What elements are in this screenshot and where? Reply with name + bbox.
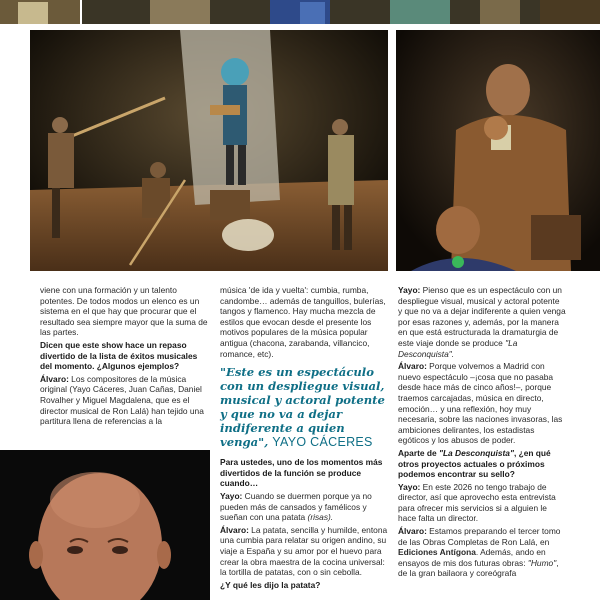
answer-text: Estamos preparando el tercer tomo de las Obras Completas de Ron Lalá, en: [398, 526, 561, 547]
pull-quote-text: "Este es un espectáculo con un despliegue visual, musical y actoral potente y que no va a dejar indiferente a quien venga",: [220, 365, 385, 450]
stage-closeup-photo: [396, 30, 600, 271]
answer-text: Los compositores de la música original (Yayo Cáceres, Juan Cañas, Daniel Rovalher y Miguel Magdalena, que es el director musical de Ron Lalá) han tejido una partitura llena de referencias a la: [40, 373, 204, 427]
answer-text: . Además, ando en ensayos de mis dos futuras obras:: [398, 547, 546, 568]
answer-text: Cuando se duermen porque ya no pueden más de cansados y famélicos y sueñan con una patata: [220, 490, 372, 523]
answer-text: , de la gran bailaora y coreógrafa: [398, 557, 559, 579]
question-text: , ¿en qué otros proyectos actuales o próximos podemos encontrar su sello?: [398, 447, 551, 480]
portrait-photo: [0, 450, 210, 600]
answer-text: La patata, sencilla y humilde, entona una cumbia para relatar su origen andino, su viaje a España y su amor por el huevo para crear la obra maestra de la cocina universal: la tortilla de patatas, con o sin cebolla.: [220, 524, 388, 578]
speaker-label: Álvaro:: [398, 526, 427, 537]
answer-text: Porque volvemos a Madrid con nuevo espectáculo –¡cosa que no pasaba desde hace más de cinco años!–, porque traemos carcajadas, música en directo, emoción… y una reflexión, hoy muy necesaria, sobre las naciones invasoras, las ambiciones delirantes, los estadistas egóticos y los abusos de poder.: [398, 361, 563, 446]
speaker-label: Álvaro:: [220, 524, 249, 535]
question: ¿Y qué les dijo la patata?: [220, 579, 321, 590]
answer: [40, 374, 208, 427]
answer: [398, 361, 566, 446]
speaker-label: Álvaro:: [398, 361, 427, 372]
speaker-label: Álvaro:: [40, 373, 69, 384]
question: [398, 448, 566, 480]
answer: [398, 482, 566, 524]
question-italic: "La Desconquista": [438, 447, 514, 458]
answer-italic: "La Desconquista".: [398, 337, 518, 359]
speaker-label: Yayo:: [398, 285, 421, 295]
answer: [220, 525, 390, 578]
pull-quote-author: YAYO CÁCERES: [272, 435, 373, 450]
pull-quote: [220, 365, 390, 449]
answer: [398, 285, 566, 359]
answer-text: Pienso que es un espectáculo con un despliegue visual, musical y actoral potente y que no va a dejar indiferente a quien venga por esas razones y, además, por la manera en que está estructurada la dramaturgia de este viaje donde se produce: [398, 285, 566, 348]
answer: [220, 491, 390, 523]
question: Para ustedes, uno de los momentos más divertidos de la función se produce cuando…: [220, 457, 383, 489]
stage-closeup-image: [396, 30, 600, 271]
stage-wide-image: [30, 30, 388, 271]
text-column-middle: [220, 285, 390, 592]
top-photo-strip: [0, 0, 600, 24]
stage-wide-photo: [30, 30, 388, 271]
answer-italic: (risas).: [307, 512, 334, 523]
top-strip-image: [0, 0, 600, 24]
text-column-right: [398, 285, 566, 581]
answer-text: En este 2026 no tengo trabajo de director, así que aprovecho esta entrevista para ofrecer mis servicios si a alguien le hace falta un director.: [398, 481, 556, 524]
portrait-image: [0, 450, 210, 600]
paragraph: viene con una formación y un talento potentes. De todos modos un elenco es un sistema en el que hay que procurar que el resultado sea siempre mayor que la suma de las partes.: [40, 285, 208, 338]
speaker-label: Yayo:: [398, 481, 421, 492]
question: Dicen que este show hace un repaso divertido de la lista de éxitos musicales del momento. ¿Algunos ejemplos?: [40, 339, 198, 372]
text-column-left: [40, 285, 208, 429]
answer-italic: "Humo": [527, 557, 557, 568]
speaker-label: Yayo:: [220, 490, 243, 501]
answer-bold: Ediciones Antígona: [398, 547, 476, 558]
answer: [398, 526, 566, 579]
paragraph: música 'de ida y vuelta': cumbia, rumba, candombe… además de tanguillos, bulerías, tangos y flamenco. Hay mucha mezcla de estilos que evocan desde el presente los motivos populares de la música popular antigua (chacona, zarabanda, villancico, romance, etc).: [220, 285, 386, 359]
question-text: Aparte de: [398, 447, 439, 458]
